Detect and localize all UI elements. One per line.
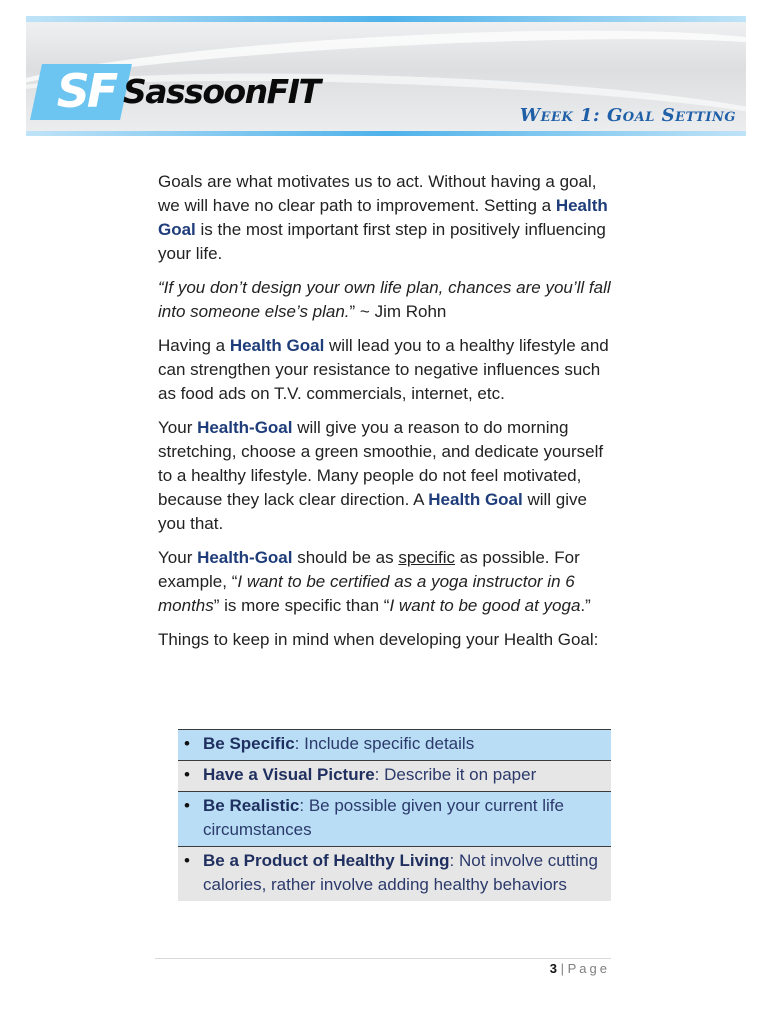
health-goal-term: Health Goal	[229, 336, 325, 355]
page-word: Page	[567, 961, 610, 976]
list-item	[178, 846, 611, 901]
bullet-icon: •	[184, 734, 190, 753]
bullet-icon: •	[184, 851, 190, 870]
bullet-icon: •	[184, 796, 190, 815]
tip-label: Have a Visual Picture	[203, 765, 375, 784]
tip-text: : Not involve cutting calories, rather involve adding healthy behaviors	[203, 851, 598, 894]
tip-label: Be Realistic	[203, 796, 300, 815]
quote	[158, 276, 613, 324]
health-goal-term: Health-Goal	[197, 548, 293, 567]
specific-paragraph: Your Health-Goal should be as specific as possible. For example, “I want to be certified as a yoga instructor in 6 months” is more specific than “I want to be good at yoga.”	[158, 548, 591, 615]
list-item	[178, 729, 611, 760]
health-goal-term: Health-Goal	[197, 418, 293, 437]
quote-text: “If you don’t design your own life plan, chances are you’ll fall into someone else’s plan.	[158, 278, 611, 321]
quote-attribution: ” ~ Jim Rohn	[349, 302, 447, 321]
health-goal-term: Health Goal	[428, 490, 523, 509]
bullet-icon: •	[184, 765, 190, 784]
tips-list	[178, 729, 611, 901]
health-goal-term: Health Goal	[158, 196, 608, 239]
lifestyle-paragraph: Having a Health Goal will lead you to a healthy lifestyle and can strengthen your resistance to negative influences such as food ads on T.V. commercials, internet, etc.	[158, 336, 609, 403]
tip-label: Be Specific	[203, 734, 295, 753]
example-specific: I want to be certified as a yoga instructor in 6 months	[158, 572, 575, 615]
example-vague: I want to be good at yoga	[389, 596, 581, 615]
tip-text: : Be possible given your current life circumstances	[203, 796, 564, 839]
week-title: Week 1: Goal Setting	[519, 105, 736, 126]
page-separator: |	[557, 961, 568, 976]
tip-text: : Include specific details	[294, 734, 475, 753]
body-content	[158, 170, 613, 662]
logo-mark: SF	[56, 64, 116, 118]
specific-underlined: specific	[398, 548, 456, 567]
footer-divider	[155, 958, 611, 959]
page-number: 3	[549, 961, 558, 976]
list-item	[178, 791, 611, 846]
page-header	[26, 16, 746, 136]
motivation-paragraph: Your Health-Goal will give you a reason to do morning stretching, choose a green smoothie, and dedicate yourself to a healthy lifestyle. Many people do not feel motivated, because they lack clear direction. A Health Goal will give you that.	[158, 418, 604, 533]
tip-label: Be a Product of Healthy Living	[203, 851, 450, 870]
tip-text: : Describe it on paper	[374, 765, 537, 784]
intro-paragraph: Goals are what motivates us to act. Without having a goal, we will have no clear path to improvement. Setting a Health Goal is the most important first step in positively influencing your life.	[158, 172, 608, 263]
header-top-bar	[26, 16, 746, 22]
tips-intro: Things to keep in mind when developing your Health Goal:	[158, 630, 599, 649]
header-bottom-bar	[26, 131, 746, 136]
brand-name: SassoonFIT	[123, 72, 320, 111]
list-item	[178, 760, 611, 791]
page-footer	[550, 961, 610, 977]
